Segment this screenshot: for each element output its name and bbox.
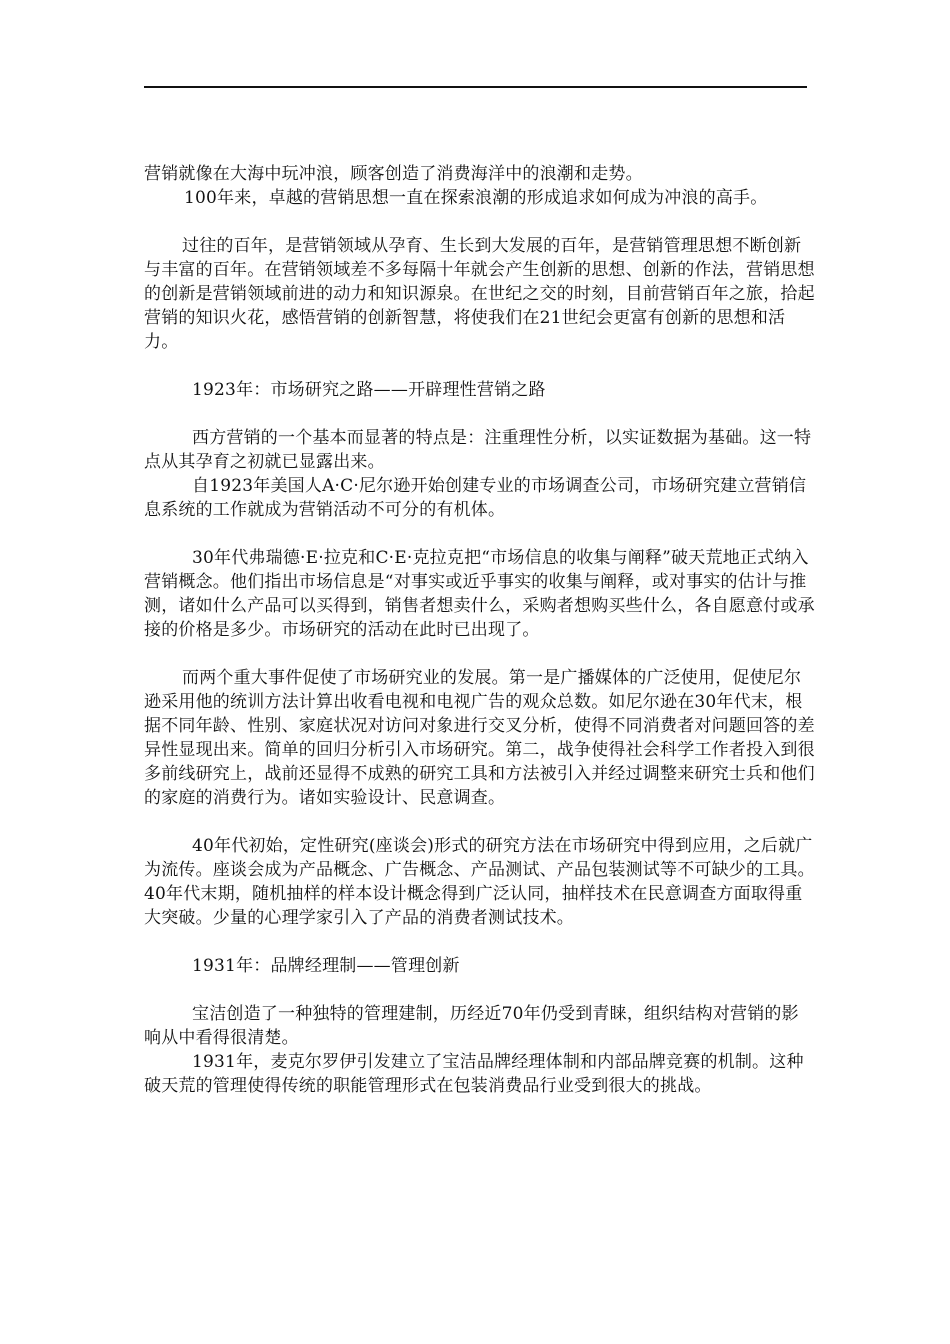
paragraph: 营销就像在大海中玩冲浪，顾客创造了消费海洋中的浪潮和走势。: [144, 164, 643, 184]
paragraph: 30年代弗瑞德·E·拉克和C·E·克拉克把“市场信息的收集与阐释”破天荒地正式纳入营销概念。他们指出市场信息是“对事实或近乎事实的收集与阐释，或对事实的估计与推测，诸如什么产品可以买得到，销售者想卖什么，采购者想购买些什么，各自愿意付或承接的价格是多少。市场研究的活动在此时已出现了。: [144, 548, 815, 640]
paragraph: 而两个重大事件促使了市场研究业的发展。第一是广播媒体的广泛使用，促使尼尔逊采用他的统训方法计算出收看电视和电视广告的观众总数。如尼尔逊在30年代末，根据不同年龄、性别、家庭状况对访问对象进行交叉分析，使得不同消费者对问题回答的差异性显现出来。简单的回归分析引入市场研究。第二，战争使得社会科学工作者投入到很多前线研究上，战前还显得不成熟的研究工具和方法被引入并经过调整来研究士兵和他们的家庭的消费行为。诸如实验设计、民意调查。: [144, 668, 815, 808]
paragraph-gap: [144, 930, 816, 954]
paragraph: 西方营销的一个基本而显著的特点是：注重理性分析，以实证数据为基础。这一特点从其孕育之初就已显露出来。: [144, 428, 812, 472]
paragraph: 宝洁创造了一种独特的管理建制，历经近70年仍受到青睐，组织结构对营销的影响从中看得很清楚。: [144, 1004, 799, 1048]
paragraph: 1931年，麦克尔罗伊引发建立了宝洁品牌经理体制和内部品牌竞赛的机制。这种破天荒的管理使得传统的职能管理形式在包装消费品行业受到很大的挑战。: [144, 1052, 804, 1096]
paragraph-gap: [144, 354, 816, 378]
paragraph-gap: [144, 402, 816, 426]
paragraph: 40年代初始，定性研究(座谈会)形式的研究方法在市场研究中得到应用，之后就广为流传。座谈会成为产品概念、广告概念、产品测试、产品包装测试等不可缺少的工具。40年代末期，随机抽样的样本设计概念得到广泛认同，抽样技术在民意调查方面取得重大突破。少量的心理学家引入了产品的消费者测试技术。: [144, 836, 815, 928]
paragraph-gap: [144, 810, 816, 834]
header-rule: [144, 86, 807, 88]
paragraph-gap: [144, 210, 816, 234]
paragraph: 1931年：品牌经理制——管理创新: [192, 956, 460, 976]
paragraph-gap: [144, 978, 816, 1002]
document-body: [144, 162, 816, 1098]
paragraph: 1923年：市场研究之路——开辟理性营销之路: [192, 380, 546, 400]
paragraph: 100年来，卓越的营销思想一直在探索浪潮的形成追求如何成为冲浪的高手。: [184, 188, 768, 208]
paragraph-gap: [144, 522, 816, 546]
paragraph-gap: [144, 642, 816, 666]
paragraph: 自1923年美国人A·C·尼尔逊开始创建专业的市场调查公司，市场研究建立营销信息系统的工作就成为营销活动不可分的有机体。: [144, 476, 807, 520]
paragraph: 过往的百年，是营销领域从孕育、生长到大发展的百年，是营销管理思想不断创新与丰富的百年。在营销领域差不多每隔十年就会产生创新的思想、创新的作法，营销思想的创新是营销领域前进的动力和知识源泉。在世纪之交的时刻，目前营销百年之旅，拾起营销的知识火花，感悟营销的创新智慧，将使我们在21世纪会更富有创新的思想和活力。: [144, 236, 815, 352]
